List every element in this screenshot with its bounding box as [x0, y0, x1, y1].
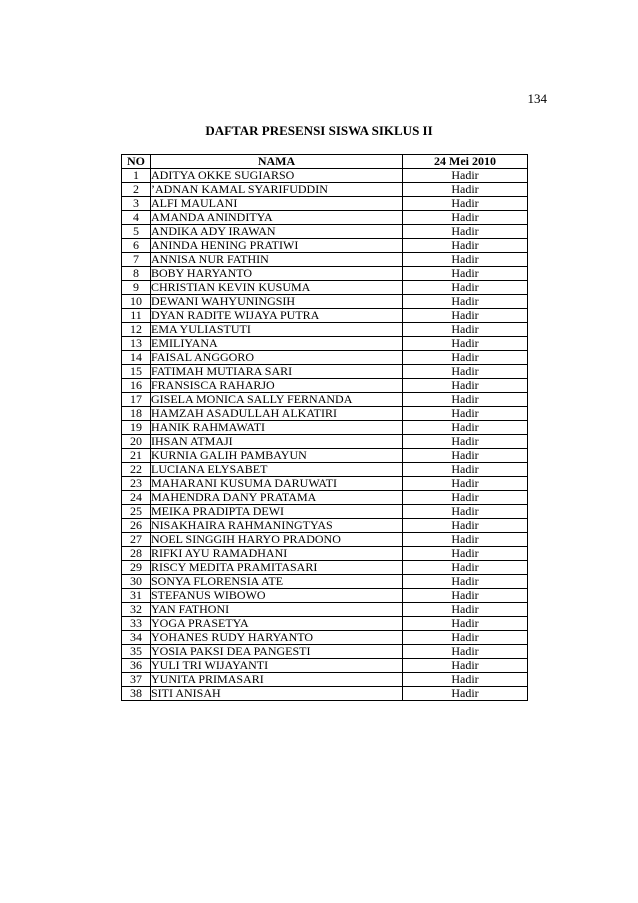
attendance-status: Hadir: [403, 673, 528, 687]
table-row: [122, 491, 528, 505]
table-row: [122, 309, 528, 323]
student-name: YOHANES RUDY HARYANTO: [151, 631, 403, 645]
table-row: [122, 673, 528, 687]
attendance-status: Hadir: [403, 351, 528, 365]
attendance-status: Hadir: [403, 267, 528, 281]
table-row: [122, 687, 528, 701]
table-row: [122, 239, 528, 253]
attendance-status: Hadir: [403, 309, 528, 323]
student-name: MEIKA PRADIPTA DEWI: [151, 505, 403, 519]
table-row: [122, 645, 528, 659]
row-number: 29: [122, 561, 151, 575]
table-row: [122, 631, 528, 645]
student-name: EMILIYANA: [151, 337, 403, 351]
table-row: [122, 379, 528, 393]
student-name: NISAKHAIRA RAHMANINGTYAS: [151, 519, 403, 533]
header-name: NAMA: [151, 155, 403, 169]
attendance-status: Hadir: [403, 253, 528, 267]
student-name: SITI ANISAH: [151, 687, 403, 701]
row-number: 24: [122, 491, 151, 505]
student-name: MAHARANI KUSUMA DARUWATI: [151, 477, 403, 491]
student-name: YUNITA PRIMASARI: [151, 673, 403, 687]
attendance-status: Hadir: [403, 603, 528, 617]
row-number: 14: [122, 351, 151, 365]
student-name: HANIK RAHMAWATI: [151, 421, 403, 435]
student-name: FRANSISCA RAHARJO: [151, 379, 403, 393]
attendance-status: Hadir: [403, 407, 528, 421]
attendance-status: Hadir: [403, 295, 528, 309]
attendance-status: Hadir: [403, 211, 528, 225]
table-row: [122, 197, 528, 211]
student-name: MAHENDRA DANY PRATAMA: [151, 491, 403, 505]
student-name: YOSIA PAKSI DEA PANGESTI: [151, 645, 403, 659]
row-number: 7: [122, 253, 151, 267]
student-name: ADITYA OKKE SUGIARSO: [151, 169, 403, 183]
attendance-status: Hadir: [403, 337, 528, 351]
attendance-status: Hadir: [403, 617, 528, 631]
row-number: 30: [122, 575, 151, 589]
row-number: 28: [122, 547, 151, 561]
attendance-status: Hadir: [403, 379, 528, 393]
table-row: [122, 169, 528, 183]
student-name: DYAN RADITE WIJAYA PUTRA: [151, 309, 403, 323]
row-number: 8: [122, 267, 151, 281]
row-number: 3: [122, 197, 151, 211]
attendance-status: Hadir: [403, 463, 528, 477]
student-name: STEFANUS WIBOWO: [151, 589, 403, 603]
attendance-status: Hadir: [403, 505, 528, 519]
row-number: 4: [122, 211, 151, 225]
student-name: RIFKI AYU RAMADHANI: [151, 547, 403, 561]
attendance-status: Hadir: [403, 477, 528, 491]
row-number: 6: [122, 239, 151, 253]
student-name: YULI TRI WIJAYANTI: [151, 659, 403, 673]
attendance-status: Hadir: [403, 575, 528, 589]
row-number: 12: [122, 323, 151, 337]
student-name: FAISAL ANGGORO: [151, 351, 403, 365]
row-number: 11: [122, 309, 151, 323]
row-number: 37: [122, 673, 151, 687]
attendance-status: Hadir: [403, 323, 528, 337]
table-row: [122, 393, 528, 407]
table-row: [122, 435, 528, 449]
table-row: [122, 295, 528, 309]
table-header-row: [122, 155, 528, 169]
table-row: [122, 477, 528, 491]
attendance-status: Hadir: [403, 169, 528, 183]
table-row: [122, 449, 528, 463]
table-row: [122, 225, 528, 239]
row-number: 38: [122, 687, 151, 701]
row-number: 17: [122, 393, 151, 407]
attendance-status: Hadir: [403, 561, 528, 575]
table-row: [122, 421, 528, 435]
row-number: 16: [122, 379, 151, 393]
table-row: [122, 253, 528, 267]
row-number: 9: [122, 281, 151, 295]
table-row: [122, 281, 528, 295]
header-no: NO: [122, 155, 151, 169]
attendance-status: Hadir: [403, 449, 528, 463]
table-row: [122, 603, 528, 617]
row-number: 23: [122, 477, 151, 491]
attendance-status: Hadir: [403, 183, 528, 197]
row-number: 2: [122, 183, 151, 197]
row-number: 26: [122, 519, 151, 533]
table-row: [122, 351, 528, 365]
table-row: [122, 589, 528, 603]
table-row: [122, 407, 528, 421]
student-name: DEWANI WAHYUNINGSIH: [151, 295, 403, 309]
student-name: KURNIA GALIH PAMBAYUN: [151, 449, 403, 463]
table-row: [122, 575, 528, 589]
row-number: 33: [122, 617, 151, 631]
attendance-table: [121, 154, 528, 701]
attendance-status: Hadir: [403, 533, 528, 547]
student-name: SONYA FLORENSIA ATE: [151, 575, 403, 589]
table-row: [122, 617, 528, 631]
student-name: NOEL SINGGIH HARYO PRADONO: [151, 533, 403, 547]
row-number: 32: [122, 603, 151, 617]
table-row: [122, 463, 528, 477]
attendance-status: Hadir: [403, 519, 528, 533]
table-row: [122, 365, 528, 379]
row-number: 20: [122, 435, 151, 449]
table-row: [122, 659, 528, 673]
student-name: ANNISA NUR FATHIN: [151, 253, 403, 267]
student-name: ALFI MAULANI: [151, 197, 403, 211]
row-number: 21: [122, 449, 151, 463]
row-number: 18: [122, 407, 151, 421]
attendance-status: Hadir: [403, 225, 528, 239]
table-row: [122, 183, 528, 197]
table-row: [122, 561, 528, 575]
student-name: YOGA PRASETYA: [151, 617, 403, 631]
row-number: 31: [122, 589, 151, 603]
student-name: LUCIANA ELYSABET: [151, 463, 403, 477]
table-row: [122, 323, 528, 337]
student-name: IHSAN ATMAJI: [151, 435, 403, 449]
row-number: 1: [122, 169, 151, 183]
attendance-status: Hadir: [403, 421, 528, 435]
row-number: 5: [122, 225, 151, 239]
attendance-status: Hadir: [403, 491, 528, 505]
student-name: CHRISTIAN KEVIN KUSUMA: [151, 281, 403, 295]
attendance-status: Hadir: [403, 393, 528, 407]
table-body: [122, 169, 528, 701]
row-number: 22: [122, 463, 151, 477]
student-name: EMA YULIASTUTI: [151, 323, 403, 337]
attendance-status: Hadir: [403, 687, 528, 701]
row-number: 35: [122, 645, 151, 659]
attendance-status: Hadir: [403, 365, 528, 379]
student-name: ’ADNAN KAMAL SYARIFUDDIN: [151, 183, 403, 197]
row-number: 13: [122, 337, 151, 351]
student-name: HAMZAH ASADULLAH ALKATIRI: [151, 407, 403, 421]
table-row: [122, 211, 528, 225]
row-number: 25: [122, 505, 151, 519]
table-row: [122, 519, 528, 533]
row-number: 15: [122, 365, 151, 379]
attendance-status: Hadir: [403, 547, 528, 561]
attendance-status: Hadir: [403, 631, 528, 645]
header-date: 24 Mei 2010: [403, 155, 528, 169]
student-name: BOBY HARYANTO: [151, 267, 403, 281]
table-row: [122, 505, 528, 519]
student-name: RISCY MEDITA PRAMITASARI: [151, 561, 403, 575]
page-title: DAFTAR PRESENSI SISWA SIKLUS II: [205, 123, 433, 138]
student-name: ANINDA HENING PRATIWI: [151, 239, 403, 253]
attendance-status: Hadir: [403, 435, 528, 449]
table-row: [122, 267, 528, 281]
student-name: FATIMAH MUTIARA SARI: [151, 365, 403, 379]
table-row: [122, 547, 528, 561]
student-name: AMANDA ANINDITYA: [151, 211, 403, 225]
attendance-status: Hadir: [403, 197, 528, 211]
row-number: 36: [122, 659, 151, 673]
row-number: 10: [122, 295, 151, 309]
table-row: [122, 533, 528, 547]
attendance-status: Hadir: [403, 281, 528, 295]
attendance-status: Hadir: [403, 645, 528, 659]
row-number: 19: [122, 421, 151, 435]
row-number: 34: [122, 631, 151, 645]
row-number: 27: [122, 533, 151, 547]
attendance-status: Hadir: [403, 659, 528, 673]
student-name: ANDIKA ADY IRAWAN: [151, 225, 403, 239]
student-name: YAN FATHONI: [151, 603, 403, 617]
table-row: [122, 337, 528, 351]
student-name: GISELA MONICA SALLY FERNANDA: [151, 393, 403, 407]
attendance-status: Hadir: [403, 239, 528, 253]
page-number: 134: [527, 91, 547, 106]
attendance-status: Hadir: [403, 589, 528, 603]
